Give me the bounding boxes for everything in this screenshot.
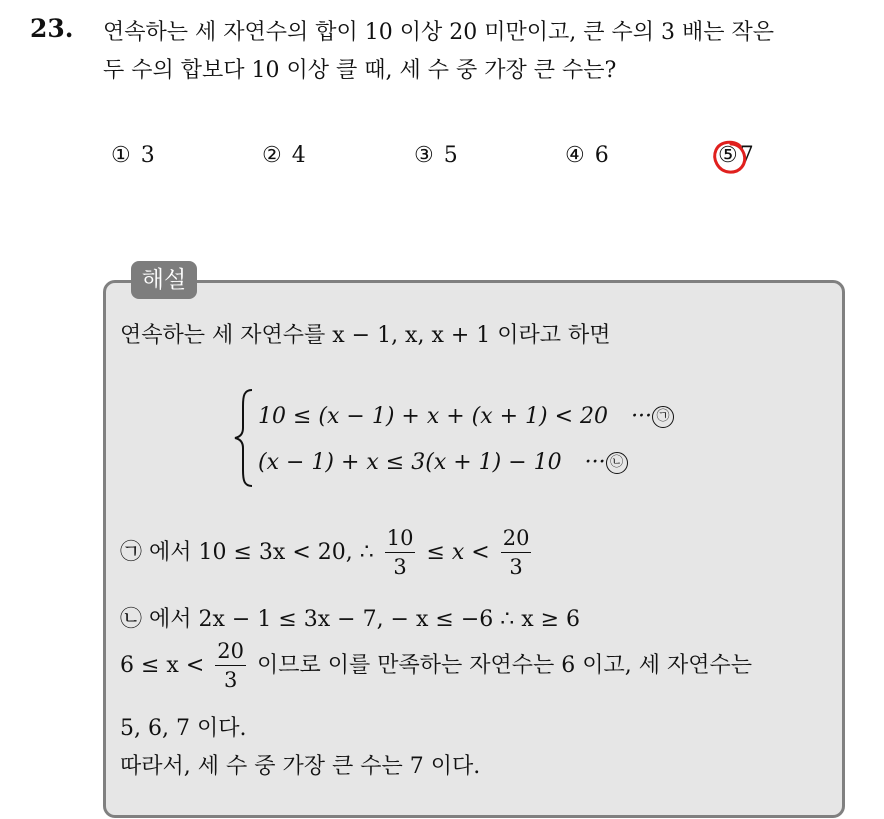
step-1-ref: ㉠	[120, 540, 143, 565]
choice-value: 7	[739, 143, 754, 168]
left-brace-icon	[232, 388, 256, 488]
equation-2: (x − 1) + x ≤ 3(x + 1) − 10 ··· ㉡	[258, 450, 628, 475]
choice-mark: ④	[565, 143, 585, 168]
solution-intro: 연속하는 세 자연수를 x − 1, x, x + 1 이라고 하면	[120, 323, 611, 348]
step-4: 5, 6, 7 이다.	[120, 716, 247, 741]
conclusion: 따라서, 세 수 중 가장 큰 수는 7 이다.	[120, 754, 481, 779]
choice-mark: ①	[111, 143, 131, 168]
choice-mark: ⑤	[718, 143, 738, 168]
choice-5-answer[interactable]	[718, 143, 754, 168]
question-text: 연속하는 세 자연수의 합이 10 이상 20 미만이고, 큰 수의 3 배는 작은 두 수의 합보다 10 이상 클 때, 세 수 중 가장 큰 수는?	[103, 20, 774, 83]
step-3: 6 ≤ x < $\frac{20}{3}$ 이므로 이를 만족하는 자연수는 6 이고, 세 자연수는	[120, 639, 752, 692]
ref-circle-2: ㉡	[606, 452, 628, 474]
ref-circle-1: ㉠	[652, 406, 674, 428]
choice-mark: ②	[262, 143, 282, 168]
choice-value: 6	[594, 143, 609, 168]
equation-1: 10 ≤ (x − 1) + x + (x + 1) < 20 ··· ㉠	[258, 404, 674, 429]
step-2: ㉡ 에서 2x − 1 ≤ 3x − 7, − x ≤ −6 ∴ x ≥ 6	[120, 607, 581, 632]
fraction-20-3-b: $\frac{20}{3}$	[217, 639, 244, 692]
step-2-ref: ㉡	[120, 607, 143, 632]
choice-value: 5	[443, 143, 458, 168]
choice-4[interactable]	[565, 143, 609, 168]
choice-value: 4	[291, 143, 306, 168]
choice-list	[0, 143, 884, 177]
choice-value: 3	[140, 143, 155, 168]
question-number: 23.	[30, 14, 74, 43]
fraction-20-3: $\frac{20}{3}$	[502, 526, 530, 579]
choice-3[interactable]	[414, 143, 458, 168]
answer-circle-icon	[710, 137, 750, 177]
choice-mark: ③	[414, 143, 434, 168]
step-1: ㉠ 에서 10 ≤ 3x < 20, ∴ $\frac{10}{3}$ ≤ x < $\frac{20}{3}$	[120, 526, 530, 579]
choice-2[interactable]	[262, 143, 306, 168]
choice-1[interactable]	[111, 143, 155, 168]
solution-tag: 해설	[131, 261, 197, 299]
fraction-10-3: $\frac{10}{3}$	[386, 526, 414, 579]
